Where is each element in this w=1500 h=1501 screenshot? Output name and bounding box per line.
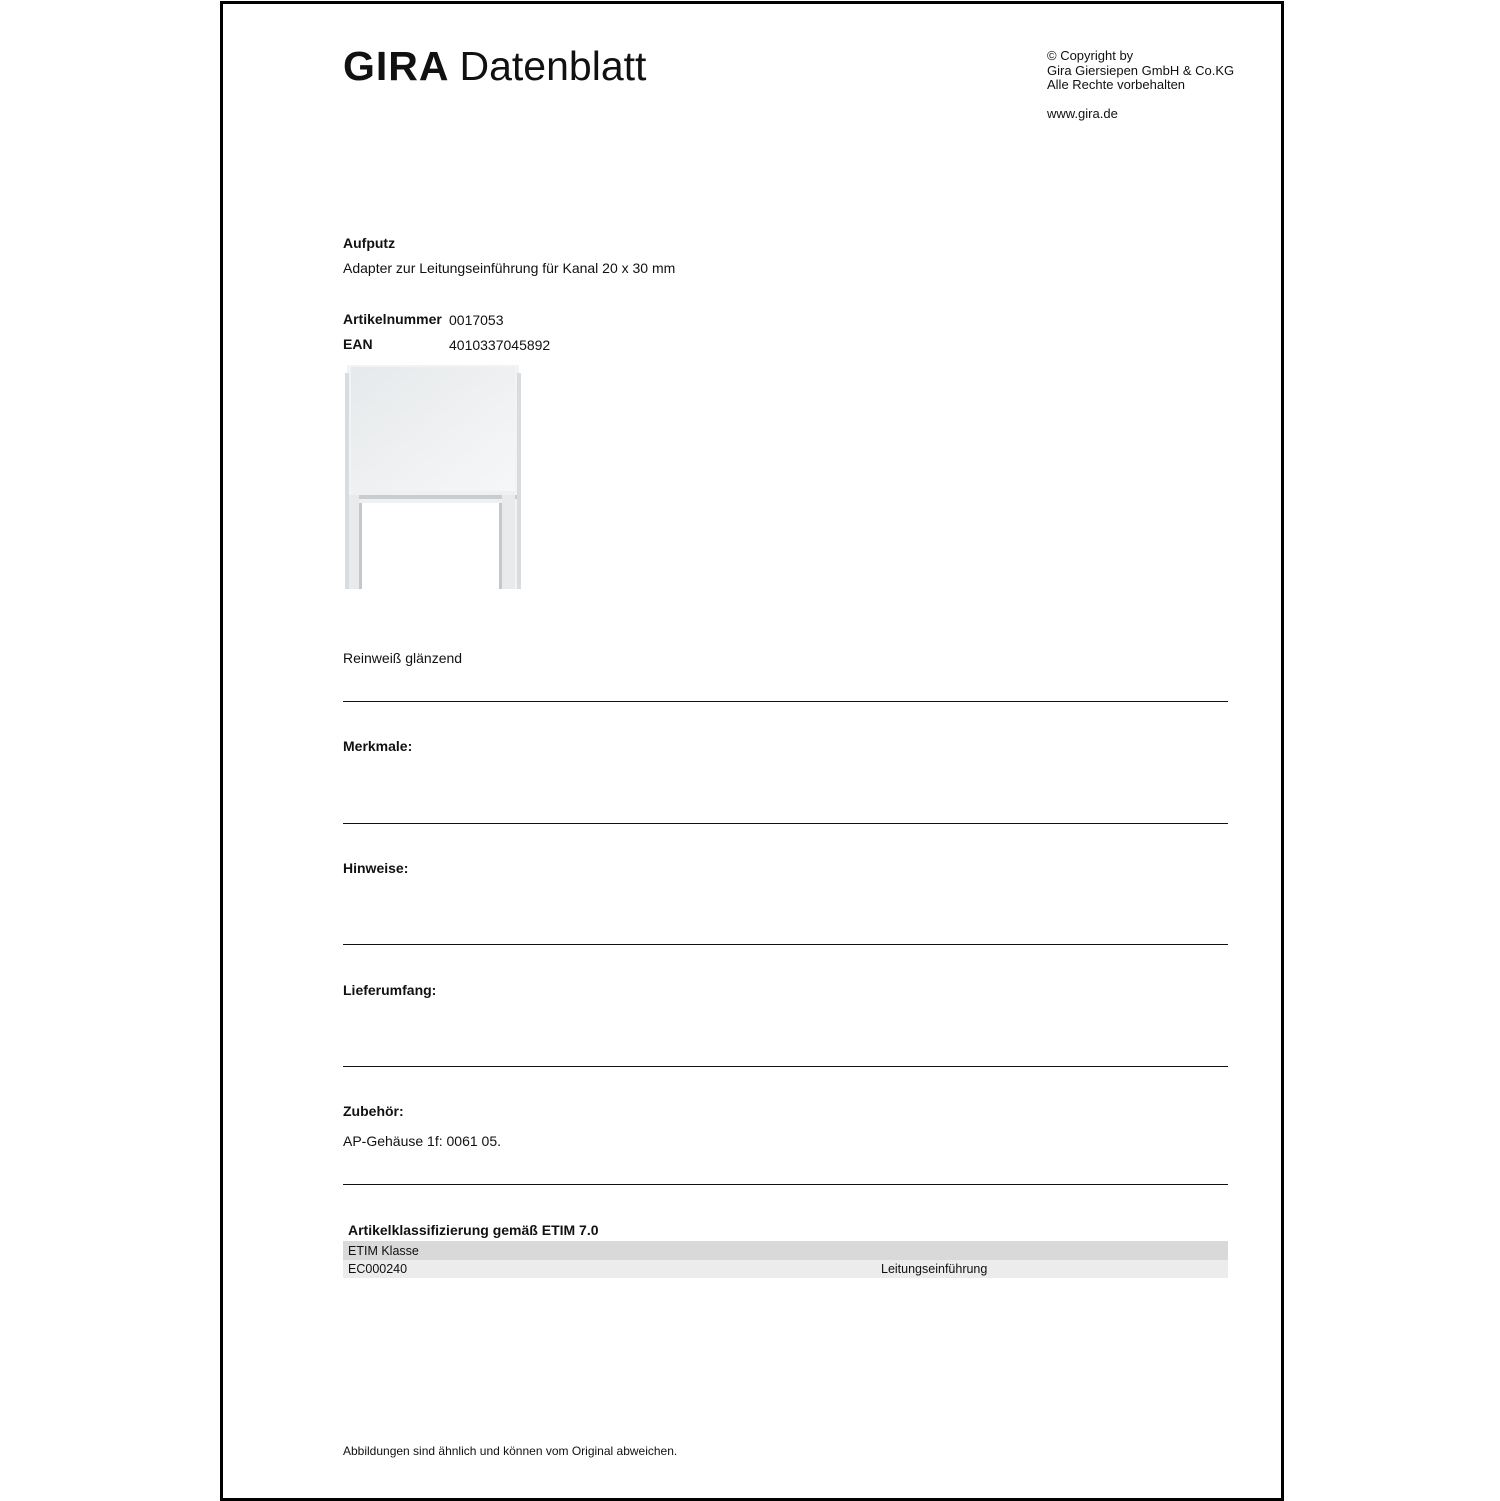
- copyright-block: [1047, 49, 1234, 93]
- etim-class-name: Leitungseinführung: [881, 1262, 988, 1276]
- divider: [343, 1066, 1228, 1067]
- product-category: Aufputz: [343, 235, 396, 251]
- article-number-label: Artikelnummer: [343, 311, 442, 327]
- divider: [343, 823, 1228, 824]
- article-number-value: 0017053: [449, 312, 504, 328]
- datasheet-label: Datenblatt: [459, 43, 647, 89]
- notes-heading: Hinweise:: [343, 860, 409, 876]
- disclaimer: Abbildungen sind ähnlich und können vom Original abweichen.: [343, 1444, 678, 1458]
- gira-logo: GIRA: [343, 43, 450, 89]
- document-title: [343, 40, 646, 92]
- product-image: [343, 363, 523, 591]
- website-link[interactable]: www.gira.de: [1047, 106, 1118, 121]
- ean-label: EAN: [343, 336, 373, 352]
- accessories-heading: Zubehör:: [343, 1103, 404, 1119]
- copyright-line: Gira Giersiepen GmbH & Co.KG: [1047, 62, 1235, 78]
- copyright-line: © Copyright by: [1047, 48, 1134, 63]
- etim-data-row: [343, 1260, 1228, 1278]
- etim-class-code: EC000240: [348, 1262, 408, 1276]
- scope-heading: Lieferumfang:: [343, 982, 437, 998]
- features-heading: Merkmale:: [343, 738, 413, 754]
- etim-header-cell: ETIM Klasse: [348, 1244, 419, 1258]
- copyright-line: Alle Rechte vorbehalten: [1047, 77, 1186, 92]
- ean-value: 4010337045892: [449, 337, 551, 353]
- divider: [343, 1184, 1228, 1185]
- product-description: Adapter zur Leitungseinführung für Kanal 20 x 30 mm: [343, 260, 676, 276]
- color-finish: Reinweiß glänzend: [343, 650, 463, 666]
- accessories-text: AP-Gehäuse 1f: 0061 05.: [343, 1133, 501, 1149]
- divider: [343, 701, 1228, 702]
- etim-header-row: [343, 1241, 1228, 1260]
- divider: [343, 944, 1228, 945]
- etim-title: Artikelklassifizierung gemäß ETIM 7.0: [348, 1222, 599, 1238]
